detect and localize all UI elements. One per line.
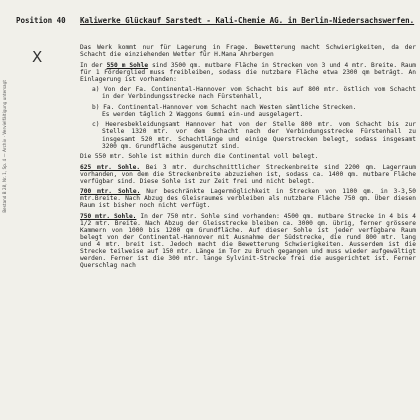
list-item-c: c) Heeresbekleidungsamt Hannover hat von der Stelle 800 mtr. vom Schacht bis zur Stelle 1320 mtr. vor dem Schacht nach der Verbindungsstrecke Fürstenhall zu insgesamt 520 mtr. Schachtlänge und einige Querstrecken belegt, sodass insgesamt 3200 qm. Grundfläche ausgenutzt sind. <box>92 121 416 150</box>
list-item-b: b) Fa. Continental-Hannover vom Schacht nach Westen sämtliche Strecken. <box>92 103 357 111</box>
sohle-550-heading: 550 m Sohle <box>106 61 149 69</box>
document-header: Kaliwerke Glückauf Sarstedt - Kali-Chemie AG. in Berlin-Niedersachswerfen. <box>80 16 415 25</box>
sohle-625-heading: 625 mtr. Sohle. <box>80 163 141 171</box>
paragraph-550-summary: Die 550 mtr. Sohle ist mithin durch die Continental voll belegt. <box>80 153 319 161</box>
paragraph-550-text: sind 3500 qm. mutbare Fläche in Strecken von 3 und 4 mtr. Breite. Raum für 1 Förderglied muss freibleiben, sodass die nutzbare Fläche etwa 2300 qm beträgt. An Einlagerung ist vorhanden: <box>80 61 417 83</box>
paragraph-550-sohle <box>80 62 416 83</box>
sohle-750-heading: 750 mtr. Sohle. <box>80 212 137 220</box>
paragraph-intro: Das Werk kommt nur für Lagerung in Frage. Bewetterung macht Schwierigkeiten, da der Schacht die einziehenden Wetter für H.Mana Ahrbergen <box>80 44 416 59</box>
paragraph-700-text: Nur beschränkte Lagermöglichkeit in Strecken von 1100 qm. in 3-3,50 mtr.Breite. Nach Abzug des Gleisraumes verbleiben als nutzbare Fläche 750 qm. Über diesen Raum ist bisher noch nicht verfügt. <box>80 188 416 210</box>
handwritten-x-mark: X <box>32 48 43 66</box>
archive-margin-note: Bestand B 28, Nr. 1, Sp. 4 — Archiv · Vervielfältigung untersagt <box>2 80 7 213</box>
position-label: Position 40 <box>16 16 66 25</box>
paragraph-625-text: Bei 3 mtr. durchschnittlicher Streckenbreite sind 2200 qm. Lagerraum vorhanden, von dem die Streckenbreite abzuziehen ist, sodass ca. 1400 qm. mutbare Fläche verfügbar sind. Diese Sohle ist zur Zeit frei und nicht belegt. <box>80 163 416 185</box>
sohle-700-heading: 700 mtr. Sohle. <box>80 188 141 196</box>
paragraph-625-sohle <box>80 164 416 185</box>
list-item-a: a) Von der Fa. Continental-Hannover vom Schacht bis auf 800 mtr. östlich vom Schacht in der Verbindungsstrecke nach Fürstenhall, <box>92 86 416 101</box>
document-body <box>80 44 416 273</box>
paragraph-750-text: In der 750 mtr. Sohle sind vorhanden: 4500 qm. mutbare Strecke in 4 bis 4 1/2 mtr. Breite. Nach Abzug der Gleisstrecke bleiben ca. 3000 qm. übrig, ferner grössere Kammern von 1000 bis 1200 qm Grundfläche. Auf dieser Sohle ist jeder verfügbare Raum belegt von der Continental-Hannover mit Ausnahme der Südstrecke, die rund 800 mtr. lang und 4 mtr. breit ist. Jedoch macht die Bewetterung Schwierigkeiten. Ausserdem ist die Strecke teilweise auf 150 mtr. Länge im Tor zu Bruch gegangen und muss wieder aufgewältigt werden. Ferner ist die 300 mtr. lange Sylvinit-Strecke frei die ausgerichtet ist. Ferner Querschlag nach <box>80 212 416 270</box>
paragraph-700-sohle <box>80 188 416 209</box>
paragraph-750-sohle <box>80 213 416 269</box>
paragraph-550-prefix: In der <box>80 61 107 69</box>
list-item-b-note: Es werden täglich 2 Waggons Gummi ein-und ausgelagert. <box>102 110 304 118</box>
